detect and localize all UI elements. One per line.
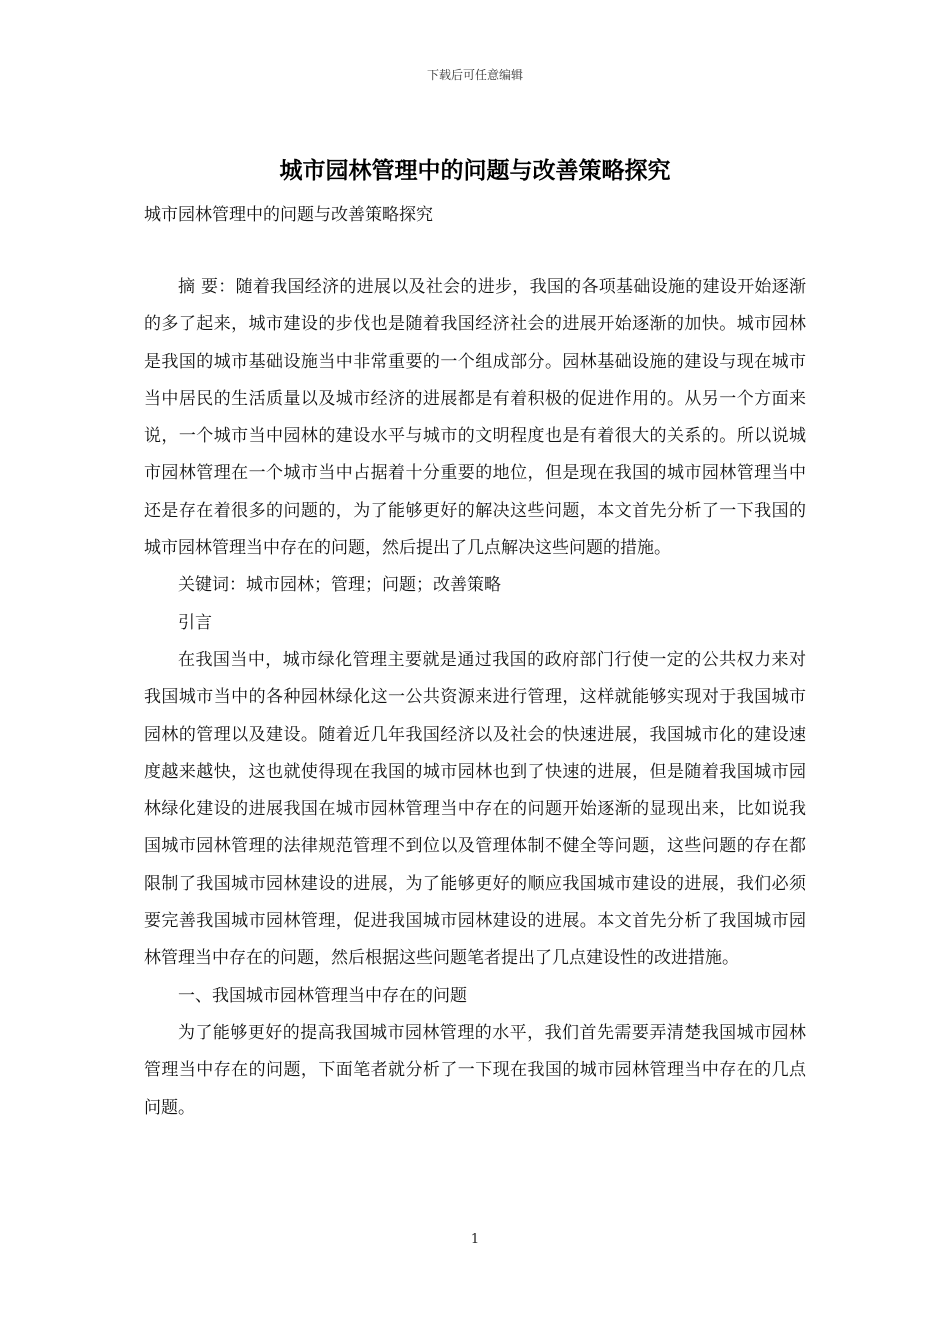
document-title: 城市园林管理中的问题与改善策略探究 [279,157,671,184]
document-body [144,269,806,1127]
abstract-paragraph: 摘 要：随着我国经济的进展以及社会的进步，我国的各项基础设施的建设开始逐渐的多了起来，城市建设的步伐也是随着我国经济社会的进展开始逐渐的加快。城市园林是我国的城市基础设施当中非常重要的一个组成部分。园林基础设施的建设与现在城市当中居民的生活质量以及城市经济的进展都是有着积极的促进作用的。从另一个方面来说，一个城市当中园林的建设水平与城市的文明程度也是有着很大的关系的。所以说城市园林管理在一个城市当中占据着十分重要的地位，但是现在我国的城市园林管理当中还是存在着很多的问题的，为了能够更好的解决这些问题，本文首先分析了一下我国的城市园林管理当中存在的问题，然后提出了几点解决这些问题的措施。 [144,277,806,559]
header-note: 下载后可任意编辑 [426,68,523,82]
keywords-line: 关键词：城市园林；管理；问题；改善策略 [178,575,501,596]
section-heading-problems: 一、我国城市园林管理当中存在的问题 [178,985,467,1006]
problems-intro-paragraph: 为了能够更好的提高我国城市园林管理的水平，我们首先需要弄清楚我国城市园林管理当中存在的问题，下面笔者就分析了一下现在我国的城市园林管理当中存在的几点问题。 [144,1022,806,1118]
document-subtitle: 城市园林管理中的问题与改善策略探究 [144,205,433,225]
page-number: 1 [470,1232,480,1247]
section-heading-introduction: 引言 [178,612,212,633]
introduction-paragraph: 在我国当中，城市绿化管理主要就是通过我国的政府部门行使一定的公共权力来对我国城市当中的各种园林绿化这一公共资源来进行管理，这样就能够实现对于我国城市园林的管理以及建设。随着近几年我国经济以及社会的快速进展，我国城市化的建设速度越来越快，这也就使得现在我国的城市园林也到了快速的进展，但是随着我国城市园林绿化建设的进展我国在城市园林管理当中存在的问题开始逐渐的显现出来，比如说我国城市园林管理的法律规范管理不到位以及管理体制不健全等问题，这些问题的存在都限制了我国城市园林建设的进展，为了能够更好的顺应我国城市建设的进展，我们必须要完善我国城市园林管理，促进我国城市园林建设的进展。本文首先分析了我国城市园林管理当中存在的问题，然后根据这些问题笔者提出了几点建设性的改进措施。 [144,649,806,969]
